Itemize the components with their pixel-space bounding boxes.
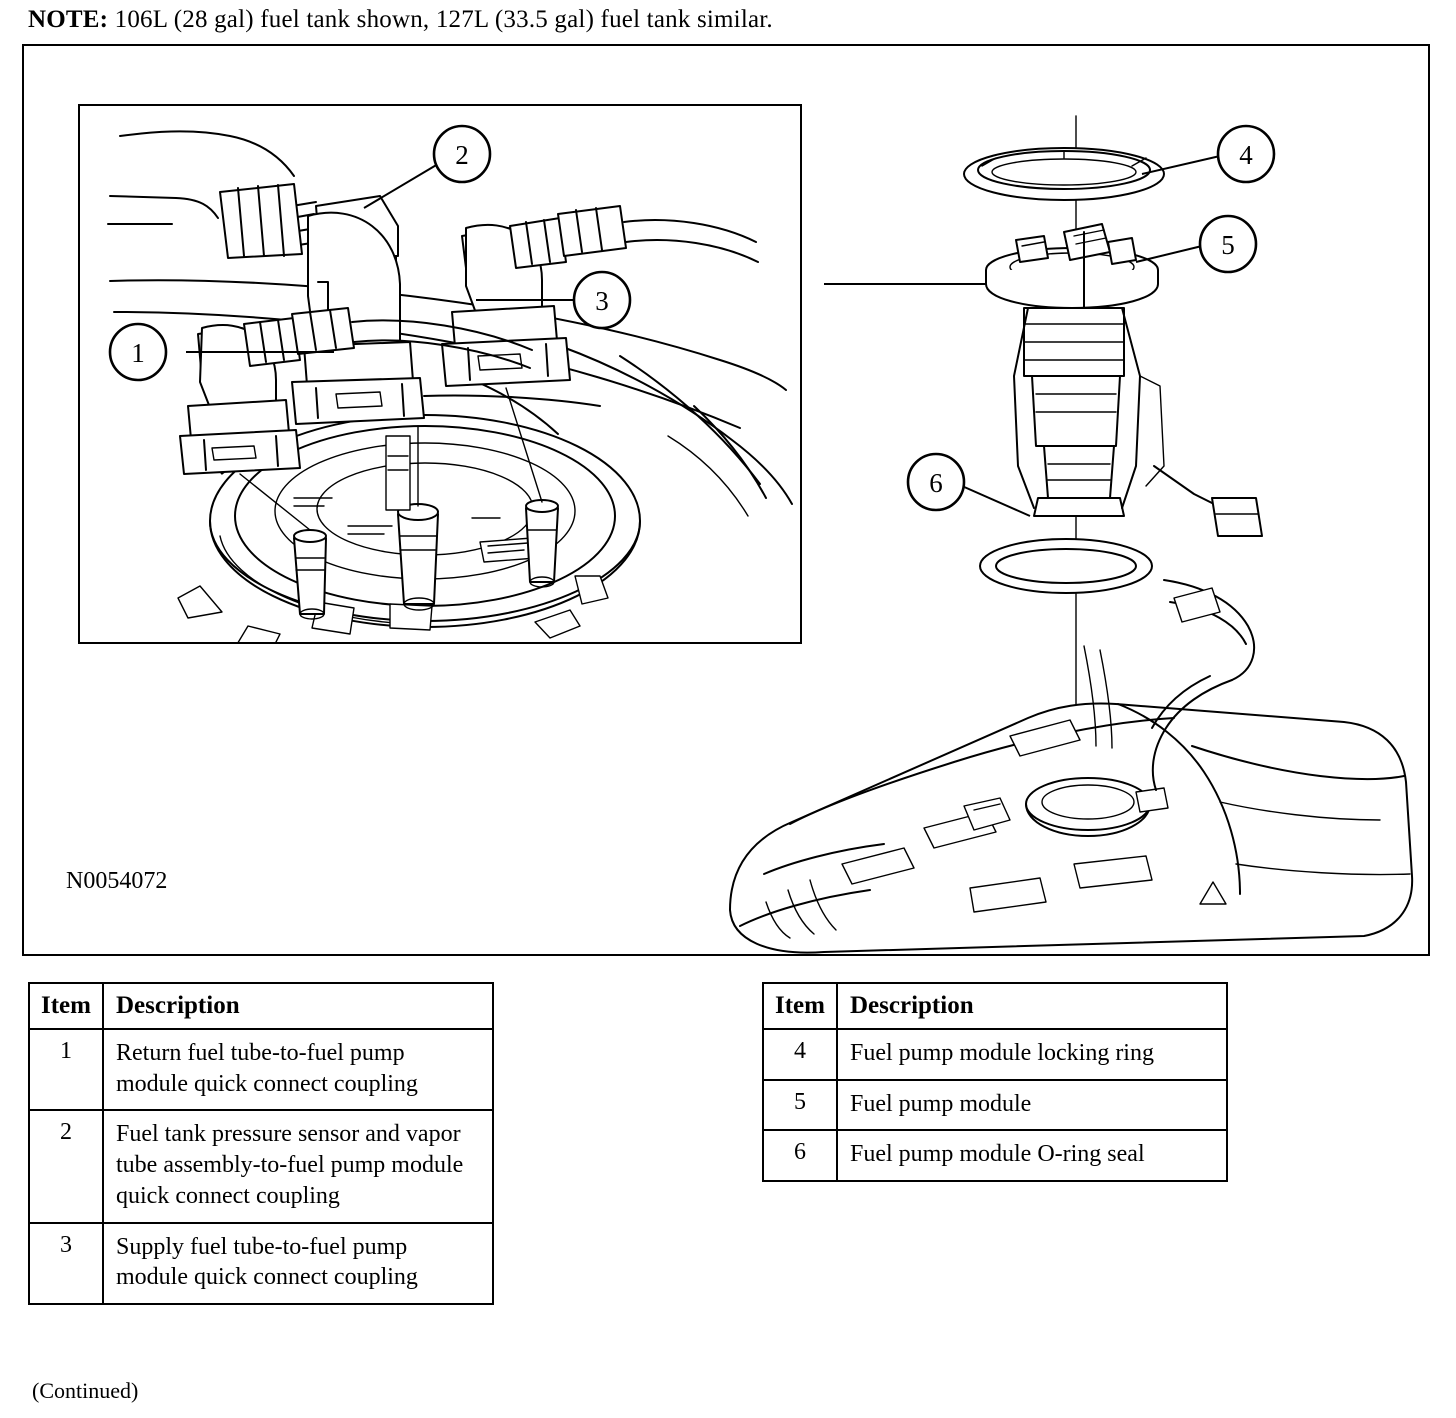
column-header-description: Description bbox=[837, 983, 1227, 1029]
column-header-item: Item bbox=[763, 983, 837, 1029]
table-row bbox=[29, 1223, 493, 1304]
fuel-tank-exploded-drawing bbox=[24, 46, 1432, 958]
callout-5: 5 bbox=[1221, 230, 1235, 260]
callout-6: 6 bbox=[929, 468, 943, 498]
table-row bbox=[763, 1080, 1227, 1131]
item-number: 6 bbox=[763, 1130, 837, 1181]
item-description: Return fuel tube-to-fuel pump module quick connect coupling bbox=[103, 1029, 493, 1110]
table-header-row bbox=[763, 983, 1227, 1029]
item-description: Fuel tank pressure sensor and vapor tube assembly-to-fuel pump module quick connect coupling bbox=[103, 1110, 493, 1222]
callout-3: 3 bbox=[595, 286, 609, 316]
table-row bbox=[763, 1130, 1227, 1181]
callout-4: 4 bbox=[1239, 140, 1253, 170]
item-description: Fuel pump module locking ring bbox=[837, 1029, 1227, 1080]
note-text: 106L (28 gal) fuel tank shown, 127L (33.5 gal) fuel tank similar. bbox=[114, 6, 773, 33]
callout-1: 1 bbox=[131, 338, 145, 368]
column-header-description: Description bbox=[103, 983, 493, 1029]
item-number: 3 bbox=[29, 1223, 103, 1304]
column-header-item: Item bbox=[29, 983, 103, 1029]
table-header-row bbox=[29, 983, 493, 1029]
item-number: 4 bbox=[763, 1029, 837, 1080]
item-number: 2 bbox=[29, 1110, 103, 1222]
callout-2: 2 bbox=[455, 140, 469, 170]
continued-label: (Continued) bbox=[32, 1378, 139, 1403]
illustration-frame bbox=[22, 44, 1430, 956]
legend-table-left bbox=[28, 982, 494, 1305]
note-label: NOTE: bbox=[28, 6, 109, 33]
legend-table-right bbox=[762, 982, 1228, 1182]
item-description: Fuel pump module O-ring seal bbox=[837, 1130, 1227, 1181]
note-line bbox=[28, 6, 773, 34]
item-number: 1 bbox=[29, 1029, 103, 1110]
item-description: Fuel pump module bbox=[837, 1080, 1227, 1131]
table-row bbox=[763, 1029, 1227, 1080]
figure-id-label: N0054072 bbox=[66, 868, 168, 894]
item-description: Supply fuel tube-to-fuel pump module quick connect coupling bbox=[103, 1223, 493, 1304]
table-row bbox=[29, 1110, 493, 1222]
item-number: 5 bbox=[763, 1080, 837, 1131]
table-row bbox=[29, 1029, 493, 1110]
